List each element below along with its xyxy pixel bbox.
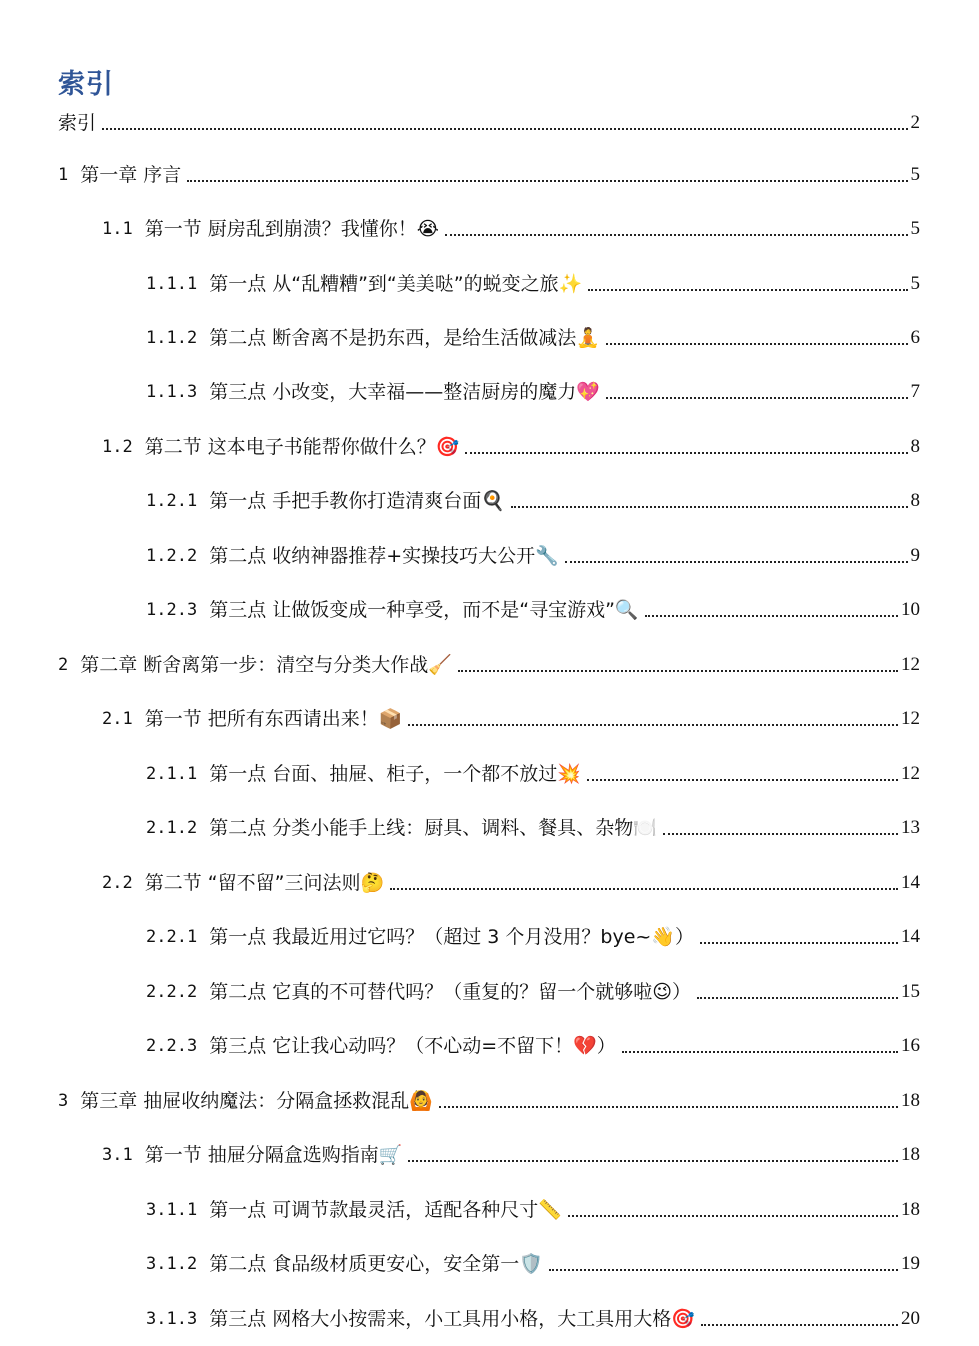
toc-entry-page-number: 10 bbox=[901, 599, 920, 620]
toc-entry-number: 3 bbox=[58, 1091, 69, 1111]
toc-entry-label: 第一节 厨房乱到崩溃？我懂你！😭 bbox=[144, 218, 439, 240]
toc-entry-page-number: 8 bbox=[910, 490, 920, 511]
toc-entry[interactable] bbox=[146, 1197, 920, 1223]
dot-leader bbox=[700, 941, 898, 944]
toc-entry-label: 第二点 它真的不可替代吗？（重复的？留一个就够啦😉） bbox=[209, 981, 692, 1003]
toc-entry-number: 2.2.2 bbox=[146, 982, 198, 1002]
toc-entry-number: 1 bbox=[58, 165, 69, 185]
toc-entry-page-number: 18 bbox=[901, 1090, 920, 1111]
toc-entry-label: 第二点 断舍离不是扔东西，是给生活做减法🧘 bbox=[209, 327, 600, 349]
toc-entry-label: 第二点 收纳神器推荐+实操技巧大公开🔧 bbox=[209, 545, 559, 567]
toc-entry[interactable] bbox=[146, 979, 920, 1005]
toc-entry-page-number: 7 bbox=[910, 381, 920, 402]
toc-entry[interactable] bbox=[146, 1306, 920, 1332]
toc-entry[interactable] bbox=[146, 1251, 920, 1277]
toc-entry-number: 1.1.3 bbox=[146, 382, 198, 402]
toc-entry[interactable] bbox=[146, 271, 920, 297]
toc-entry-label: 第一节 抽屉分隔盒选购指南🛒 bbox=[144, 1144, 403, 1166]
dot-leader bbox=[701, 1323, 898, 1326]
toc-entry[interactable] bbox=[58, 652, 920, 678]
toc-entry-page-number: 12 bbox=[901, 763, 920, 784]
dot-leader bbox=[390, 887, 898, 890]
toc-entry[interactable] bbox=[146, 761, 920, 787]
toc-entry-page-number: 5 bbox=[910, 218, 920, 239]
toc-entry[interactable] bbox=[146, 1033, 920, 1059]
dot-leader bbox=[622, 1050, 898, 1053]
dot-leader bbox=[588, 288, 907, 291]
toc-entry-page-number: 16 bbox=[901, 1035, 920, 1056]
toc-entry[interactable] bbox=[102, 216, 920, 242]
toc-entry[interactable] bbox=[102, 434, 920, 460]
dot-leader bbox=[458, 669, 898, 672]
toc-entry-label: 第二点 分类小能手上线：厨具、调料、餐具、杂物🍽️ bbox=[209, 817, 657, 839]
toc-entry-number: 3.1 bbox=[102, 1145, 133, 1165]
toc-entry-page-number: 8 bbox=[910, 436, 920, 457]
toc-entry-label: 第三点 小改变，大幸福——整洁厨房的魔力💖 bbox=[209, 381, 600, 403]
toc-entry-label: 第二点 食品级材质更安心，安全第一🛡️ bbox=[209, 1253, 543, 1275]
toc-entry-label: 第三点 让做饭变成一种享受，而不是“寻宝游戏”🔍 bbox=[209, 599, 639, 621]
toc-entry-page-number: 5 bbox=[910, 164, 920, 185]
toc-entry[interactable] bbox=[102, 1142, 920, 1168]
toc-entry-number: 3.1.2 bbox=[146, 1254, 198, 1274]
toc-entry[interactable] bbox=[146, 379, 920, 405]
toc-entry-page-number: 6 bbox=[910, 327, 920, 348]
toc-entry[interactable] bbox=[58, 1088, 920, 1114]
toc-entry-page-number: 14 bbox=[901, 926, 920, 947]
toc-entry[interactable] bbox=[58, 162, 920, 188]
dot-leader bbox=[606, 342, 908, 345]
toc-entry[interactable] bbox=[102, 706, 920, 732]
toc-entry-page-number: 12 bbox=[901, 654, 920, 675]
toc-entry-label: 第一章 序言 bbox=[80, 164, 182, 186]
toc-entry-page-number: 19 bbox=[901, 1253, 920, 1274]
dot-leader bbox=[568, 1214, 898, 1217]
toc-entry-page-number: 18 bbox=[901, 1199, 920, 1220]
toc-entry[interactable] bbox=[146, 815, 920, 841]
toc-entry-label: 索引 bbox=[58, 112, 97, 134]
toc-entry-page-number: 13 bbox=[901, 817, 920, 838]
toc-entry[interactable] bbox=[146, 325, 920, 351]
dot-leader bbox=[606, 396, 908, 399]
toc-entry-label: 第一点 手把手教你打造清爽台面🍳 bbox=[209, 490, 505, 512]
toc-entry-number: 1.2.3 bbox=[146, 600, 198, 620]
toc-entry-number: 1.2.2 bbox=[146, 546, 198, 566]
toc-entry-number: 3.1.3 bbox=[146, 1309, 198, 1329]
toc-entry-page-number: 20 bbox=[901, 1308, 920, 1329]
toc-entry-page-number: 2 bbox=[910, 112, 920, 133]
toc-entry-page-number: 5 bbox=[910, 273, 920, 294]
dot-leader bbox=[187, 179, 907, 182]
dot-leader bbox=[565, 560, 908, 563]
dot-leader bbox=[697, 996, 898, 999]
toc-entry-number: 1.1.1 bbox=[146, 274, 198, 294]
toc-entry[interactable] bbox=[146, 924, 920, 950]
toc-entry-page-number: 18 bbox=[901, 1144, 920, 1165]
toc-entry-page-number: 15 bbox=[901, 981, 920, 1002]
toc-entry-page-number: 14 bbox=[901, 872, 920, 893]
toc-entry-label: 第二节 这本电子书能帮你做什么？🎯 bbox=[144, 436, 460, 458]
toc-entry-number: 2 bbox=[58, 655, 69, 675]
toc-entry-number: 2.1.2 bbox=[146, 818, 198, 838]
toc-entry-page-number: 9 bbox=[910, 545, 920, 566]
toc-entry-label: 第一点 可调节款最灵活，适配各种尺寸📏 bbox=[209, 1199, 562, 1221]
toc-entry-label: 第三章 抽屉收纳魔法：分隔盒拯救混乱🙆 bbox=[80, 1090, 433, 1112]
toc-entry-page-number: 12 bbox=[901, 708, 920, 729]
toc-entry-number: 1.2 bbox=[102, 437, 133, 457]
toc-entry-number: 2.1.1 bbox=[146, 764, 198, 784]
toc-entry-label: 第一节 把所有东西请出来！📦 bbox=[144, 708, 403, 730]
toc-entry-label: 第三点 网格大小按需来，小工具用小格，大工具用大格🎯 bbox=[209, 1308, 695, 1330]
toc-entry[interactable] bbox=[146, 488, 920, 514]
dot-leader bbox=[408, 1159, 898, 1162]
dot-leader bbox=[511, 505, 908, 508]
dot-leader bbox=[663, 832, 898, 835]
toc-entry[interactable] bbox=[146, 543, 920, 569]
toc-entry[interactable] bbox=[102, 870, 920, 896]
dot-leader bbox=[549, 1268, 898, 1271]
toc-entry[interactable] bbox=[146, 597, 920, 623]
dot-leader bbox=[587, 778, 898, 781]
toc-entry-label: 第二章 断舍离第一步：清空与分类大作战🧹 bbox=[80, 654, 452, 676]
toc-entry-number: 1.1 bbox=[102, 219, 133, 239]
toc-entry[interactable] bbox=[58, 110, 920, 136]
toc-entry-number: 1.2.1 bbox=[146, 491, 198, 511]
toc-entry-label: 第一点 从“乱糟糟”到“美美哒”的蜕变之旅✨ bbox=[209, 273, 583, 295]
toc-entry-number: 2.2.3 bbox=[146, 1036, 198, 1056]
toc-entry-number: 1.1.2 bbox=[146, 328, 198, 348]
page-title: 索引 bbox=[58, 69, 114, 100]
toc-entry-number: 2.2 bbox=[102, 873, 133, 893]
dot-leader bbox=[408, 723, 898, 726]
toc-entry-number: 2.1 bbox=[102, 709, 133, 729]
dot-leader bbox=[102, 127, 907, 130]
toc-entry-label: 第一点 台面、抽屉、柜子，一个都不放过💥 bbox=[209, 763, 581, 785]
toc-entry-number: 3.1.1 bbox=[146, 1200, 198, 1220]
dot-leader bbox=[465, 451, 907, 454]
dot-leader bbox=[645, 614, 898, 617]
toc-entry-number: 2.2.1 bbox=[146, 927, 198, 947]
toc-entry-label: 第二节 “留不留”三问法则🤔 bbox=[144, 872, 385, 894]
toc-entry-label: 第三点 它让我心动吗？（不心动=不留下！💔） bbox=[209, 1035, 616, 1057]
dot-leader bbox=[439, 1105, 898, 1108]
toc-entry-label: 第一点 我最近用过它吗？（超过 3 个月没用？bye~👋） bbox=[209, 926, 694, 948]
dot-leader bbox=[445, 233, 908, 236]
